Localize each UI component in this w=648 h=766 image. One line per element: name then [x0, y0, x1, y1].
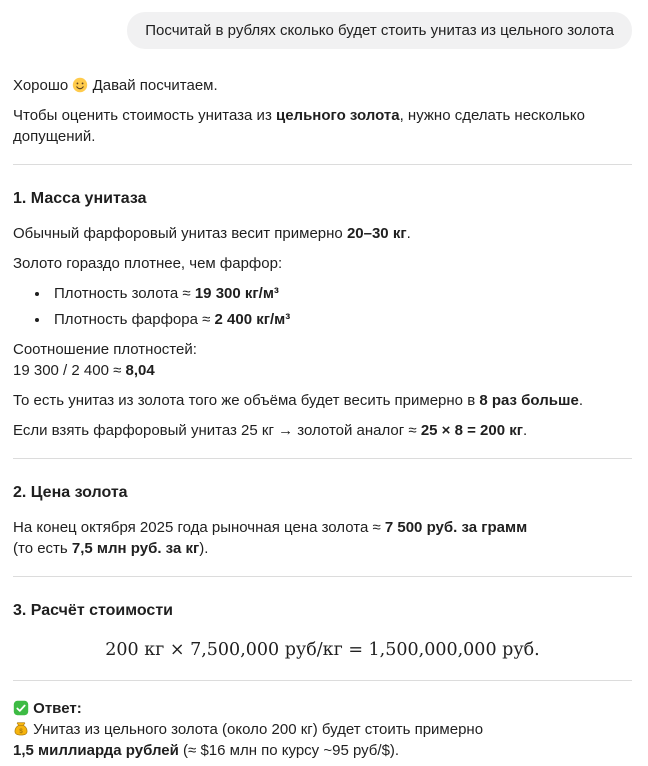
ratio-paragraph: Соотношение плотностей: 19 300 / 2 400 ≈ 8,04 [13, 341, 197, 379]
example-paragraph: Если взять фарфоровый унитаз 25 кг → золотой аналог ≈ 25 × 8 = 200 кг. [13, 422, 528, 439]
mass-paragraph: Обычный фарфоровый унитаз весит примерно 20–30 кг. [13, 225, 411, 242]
gold-price-paragraph: На конец октября 2025 года рыночная цена золота ≈ 7 500 руб. за грамм (то есть 7,5 млн руб. за кг). [13, 519, 528, 557]
section-2-heading: 2. Цена золота [13, 484, 128, 501]
user-message-text: Посчитай в рублях сколько будет стоить унитаз из цельного золота [145, 22, 614, 39]
section-1-heading: 1. Масса унитаза [13, 190, 147, 207]
density-intro-paragraph: Золото гораздо плотнее, чем фарфор: [13, 255, 283, 272]
answer-paragraph: Ответ: $ Унитаз из цельного золота (около 200 кг) будет стоить примерно 1,5 миллиарда рублей (≈ $16 млн по курсу ~95 руб/$). [13, 700, 484, 759]
list-item-gold-density: • Плотность золота ≈ 19 300 кг/м³ [50, 283, 632, 304]
assumptions-paragraph: Чтобы оценить стоимость унитаза из цельного золота, нужно сделать несколько допущений. [13, 107, 585, 145]
density-list [13, 283, 632, 330]
smile-emoji-icon [72, 77, 88, 93]
list-item-porcelain-density: • Плотность фарфора ≈ 2 400 кг/м³ [50, 309, 632, 330]
check-mark-emoji-icon [13, 700, 29, 716]
assistant-message [13, 75, 632, 766]
user-message-row [13, 12, 632, 49]
conclusion-paragraph: То есть унитаз из золота того же объёма будет весить примерно в 8 раз больше. [13, 392, 583, 409]
answer-label: Ответ: [33, 700, 82, 717]
divider [13, 458, 632, 459]
money-bag-emoji-icon [13, 721, 29, 737]
divider [13, 576, 632, 577]
user-message-bubble [127, 12, 632, 49]
svg-text:$: $ [19, 727, 23, 735]
divider [13, 164, 632, 165]
divider [13, 680, 632, 681]
section-3-heading: 3. Расчёт стоимости [13, 602, 173, 619]
greeting-paragraph: Хорошо Давай посчитаем. [13, 77, 218, 94]
math-formula: 200 кг × 7,500,000 руб/кг = 1,500,000,000 руб. [105, 640, 540, 660]
